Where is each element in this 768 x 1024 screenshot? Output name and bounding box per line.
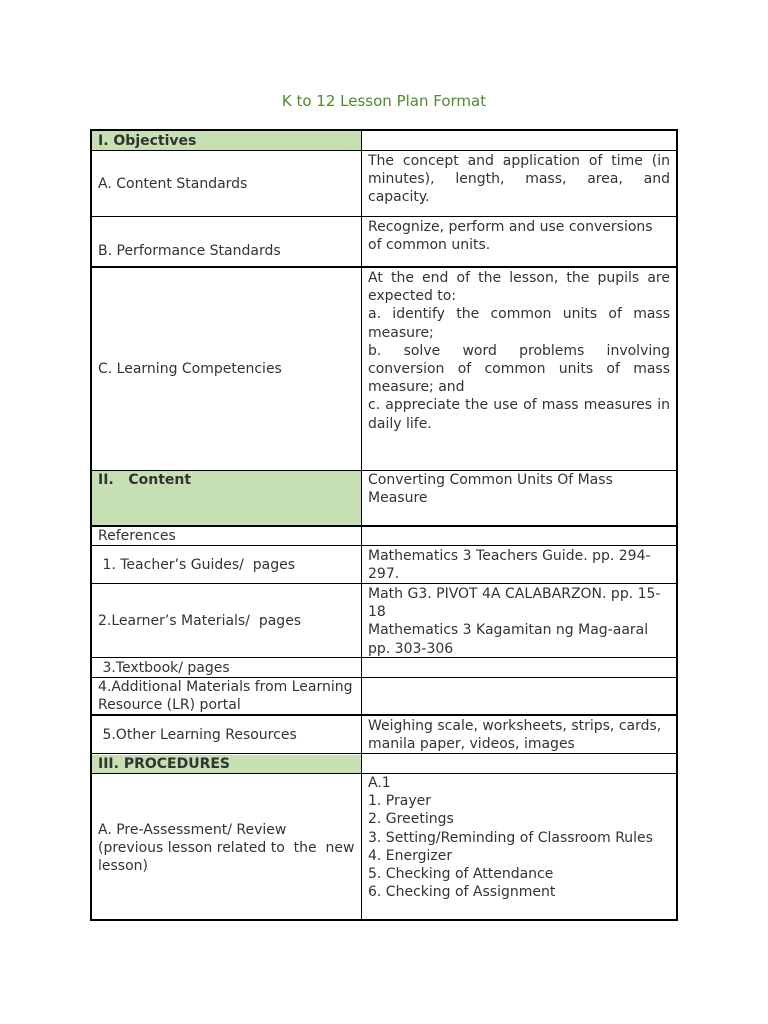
teachers-guides-label: 1. Teacher’s Guides/ pages [98, 556, 296, 573]
additional-materials-label: 4.Additional Materials from Learning Resource (LR) portal [98, 679, 353, 713]
document-title: K to 12 Lesson Plan Format [281, 92, 487, 110]
competency-line: b. solve word problems involving conversion of common units of mass measure; and [368, 342, 670, 396]
textbook-label: 3.Textbook/ pages [98, 659, 230, 676]
procedure-line: 4. Energizer [368, 847, 453, 864]
other-resources-label: 5.Other Learning Resources [98, 726, 297, 743]
pre-assessment-label: A. Pre-Assessment/ Review (previous lesson related to the new lesson) [98, 821, 364, 874]
procedure-line: 2. Greetings [368, 811, 454, 828]
content-value: Converting Common Units Of Mass Measure [368, 472, 613, 507]
procedure-line: 1. Prayer [368, 793, 431, 810]
learners-materials-value [368, 585, 670, 658]
procedure-line: A.1 [368, 775, 391, 791]
teachers-guides-value: Mathematics 3 Teachers Guide. pp. 294-297. [368, 548, 651, 583]
competency-line: c. appreciate the use of mass measures in daily life. [368, 397, 670, 432]
procedure-line: 6. Checking of Assignment [368, 884, 556, 901]
learning-competencies-value [368, 269, 670, 433]
procedure-line: 5. Checking of Attendance [368, 866, 554, 883]
learners-materials-line: Mathematics 3 Kagamitan ng Mag-aaral pp. 303-306 [368, 622, 649, 657]
performance-standards-value: Recognize, perform and use conversions of common units. [368, 219, 653, 254]
content-heading: II. Content [98, 472, 192, 488]
references-heading: References [98, 528, 176, 544]
procedure-line: 3. Setting/Reminding of Classroom Rules [368, 829, 653, 846]
objectives-heading: I. Objectives [98, 132, 197, 149]
row-divider [90, 216, 678, 217]
competency-line: At the end of the lesson, the pupils are expected to: [368, 270, 670, 305]
performance-standards-label: B. Performance Standards [98, 243, 281, 259]
learners-materials-line: Math G3. PIVOT 4A CALABARZON. pp. 15-18 [368, 586, 661, 621]
content-standards-value: The concept and application of time (in minutes), length, mass, area, and capacity. [368, 153, 670, 206]
procedures-heading: III. PROCEDURES [98, 755, 231, 772]
learners-materials-label: 2.Learner’s Materials/ pages [98, 612, 302, 629]
other-resources-value: Weighing scale, worksheets, strips, cards, manila paper, videos, images [368, 718, 662, 753]
content-standards-label: A. Content Standards [98, 175, 248, 192]
learning-competencies-label: C. Learning Competencies [98, 361, 282, 377]
competency-line: a. identify the common units of mass measure; [368, 306, 670, 341]
pre-assessment-value [368, 774, 670, 901]
